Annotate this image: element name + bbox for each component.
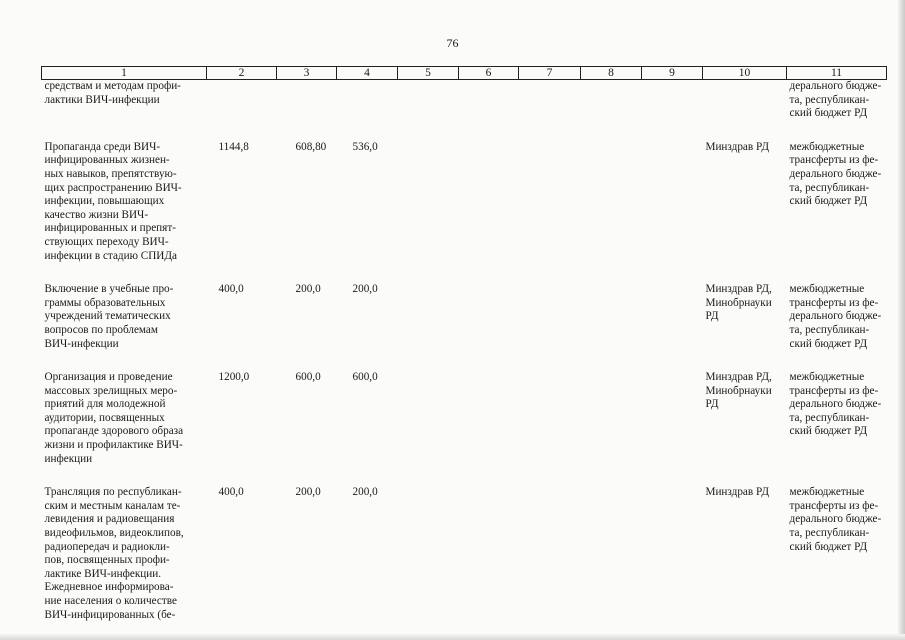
- program-table: [41, 66, 887, 622]
- funding-source-cell: межбюджетные трансферты из фе- дерального бюдже- та, республикан- ский бюджет РД: [789, 283, 882, 350]
- table-row: [42, 486, 887, 622]
- column-header: 5: [398, 67, 459, 80]
- amount-col4-cell: 536,0: [352, 140, 378, 153]
- table-row: [42, 141, 887, 263]
- table-row: [42, 283, 887, 351]
- amount-col3-cell: [277, 80, 337, 121]
- column-header: 1: [42, 67, 207, 80]
- column-header: 2: [207, 67, 277, 80]
- table-row: [42, 80, 887, 121]
- total-amount-cell: [207, 80, 277, 121]
- executor-cell: Минздрав РД, Минобрнауки РД: [705, 371, 772, 411]
- amount-col4-cell: 200,0: [352, 283, 378, 296]
- activity-cell: Включение в учебные про- граммы образовательных учреждений тематических вопросов по проблемам ВИЧ-инфекции: [44, 283, 174, 350]
- column-header: 3: [277, 67, 337, 80]
- column-header: 7: [519, 67, 581, 80]
- executor-cell: Минздрав РД: [705, 140, 769, 153]
- amount-col3-cell: 608,80: [295, 140, 327, 153]
- amount-col4-cell: 600,0: [352, 371, 378, 384]
- page-edge-shadow: [0, 634, 905, 640]
- total-amount-cell: 400,0: [218, 486, 244, 499]
- executor-cell: Минздрав РД, Минобрнауки РД: [705, 283, 772, 323]
- table-header-row: [42, 67, 887, 80]
- amount-col4-cell: [337, 80, 398, 121]
- amount-col4-cell: 200,0: [352, 486, 378, 499]
- funding-source-cell: межбюджетные трансферты из фе- дерального бюдже- та, республикан- ский бюджет РД: [789, 486, 882, 553]
- column-header: 9: [642, 67, 703, 80]
- activity-cell: средствам и методам профи- лактики ВИЧ-инфекции: [44, 80, 181, 106]
- amount-col3-cell: 600,0: [295, 371, 321, 384]
- total-amount-cell: 400,0: [218, 283, 244, 296]
- funding-source-cell: межбюджетные трансферты из фе- дерального бюдже- та, республикан- ский бюджет РД: [789, 371, 882, 438]
- page-number: 76: [446, 36, 459, 50]
- total-amount-cell: 1144,8: [218, 140, 249, 153]
- column-header: 11: [787, 67, 887, 80]
- column-header: 8: [581, 67, 642, 80]
- activity-cell: Трансляция по республикан- ским и местным каналам те- левидения и радиовещания видеофильмов, видеоклипов, радиопередач и радиокли- пов, посвященных профи- лактике ВИЧ-инфекции. Ежедневное информирова- ние населения о количестве ВИЧ-инфицированных (бе-: [44, 486, 184, 621]
- funding-source-cell: межбюджетные трансферты из фе- дерального бюдже- та, республикан- ский бюджет РД: [789, 140, 882, 208]
- amount-col3-cell: 200,0: [295, 486, 321, 499]
- column-header: 4: [337, 67, 398, 80]
- amount-col3-cell: 200,0: [295, 283, 321, 296]
- activity-cell: Организация и проведение массовых зрелищных меро- приятий для молодежной аудитории, посвященных пропаганде здорового образа жизни и профилактике ВИЧ- инфекции: [44, 371, 184, 465]
- page-edge-shadow: [898, 0, 905, 640]
- table-row: [42, 371, 887, 466]
- activity-cell: Пропаганда среди ВИЧ- инфицированных жизнен- ных навыков, препятствую- щих распространению ВИЧ- инфекции, повышающих качество жизни ВИЧ- инфицированных и препят- ствующих переходу ВИЧ- инфекции в стадию СПИДа: [44, 140, 182, 262]
- column-header: 6: [459, 67, 519, 80]
- executor-cell: [703, 80, 787, 121]
- funding-source-cell: дерального бюдже- та, республикан- ский бюджет РД: [789, 80, 882, 120]
- column-header: 10: [703, 67, 787, 80]
- total-amount-cell: 1200,0: [218, 371, 250, 384]
- executor-cell: Минздрав РД: [705, 486, 769, 499]
